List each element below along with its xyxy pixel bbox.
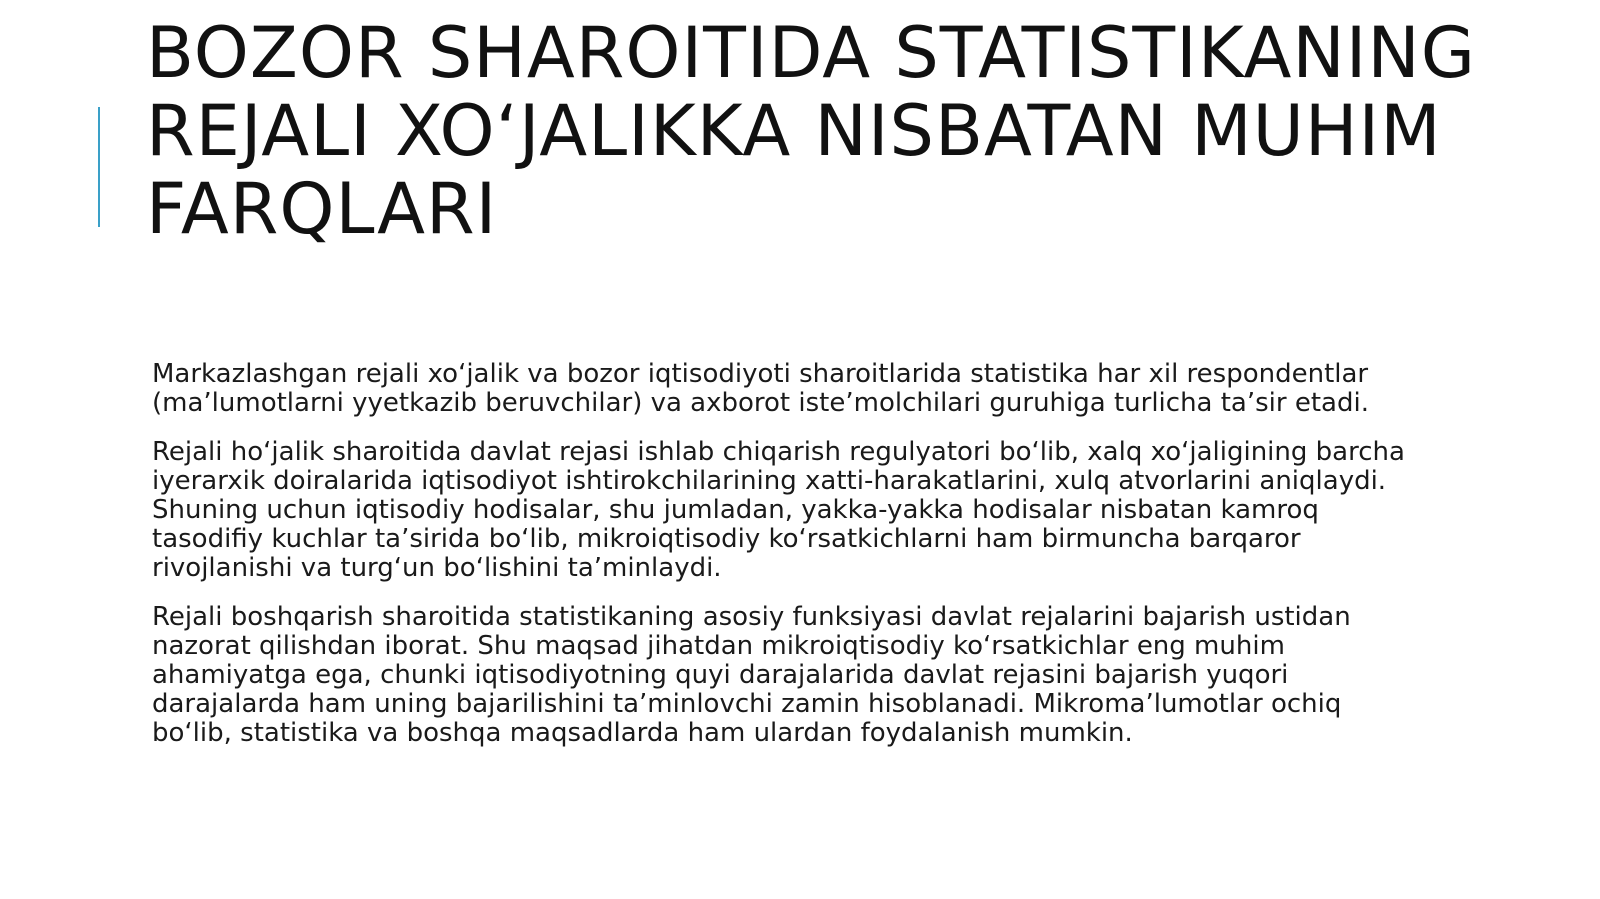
- body-paragraph-2: Rejali ho‘jalik sharoitida davlat rejasi ishlab chiqarish regulyatori bo‘lib, xalq xo‘jaligining barcha iyerarxik doiralarida iqtisodiyot ishtirokchilarining xatti-harakatlarini, xulq atvorlarini aniqlaydi. Shuning uchun iqtisodiy hodisalar, shu jumladan, yakka-yakka hodisalar nisbatan kamroq tasodifiy kuchlar ta’sirida bo‘lib, mikroiqtisodiy ko‘rsatkichlarni ham birmuncha barqaror rivojlanishi va turg‘un bo‘lishini ta’minlaydi.: [152, 437, 1405, 583]
- title-accent-bar: [98, 107, 100, 227]
- body-paragraph-3: Rejali boshqarish sharoitida statistikaning asosiy funksiyasi davlat rejalarini bajarish ustidan nazorat qilishdan iborat. Shu maqsad jihatdan mikroiqtisodiy ko‘rsatkichlar eng muhim ahamiyatga ega, chunki iqtisodiyotning quyi darajalarida davlat rejasini bajarish yuqori darajalarda ham uning bajarilishini ta’minlovchi zamin hisoblanadi. Mikroma’lumotlar ochiq bo‘lib, statistika va boshqa maqsadlarda ham ulardan foydalanish mumkin.: [152, 602, 1351, 748]
- body-paragraph-1: Markazlashgan rejali xo‘jalik va bozor iqtisodiyoti sharoitlarida statistika har xil respondentlar (ma’lumotlarni yyetkazib beruvchilar) va axborot iste’molchilari guruhiga turlicha ta’sir etadi.: [152, 359, 1369, 418]
- slide-title: BOZOR SHAROITIDA STATISTIKANING REJALI XO‘JALIKKA NISBATAN MUHIM FARQLARI: [146, 12, 1476, 250]
- slide-body: [152, 360, 1412, 768]
